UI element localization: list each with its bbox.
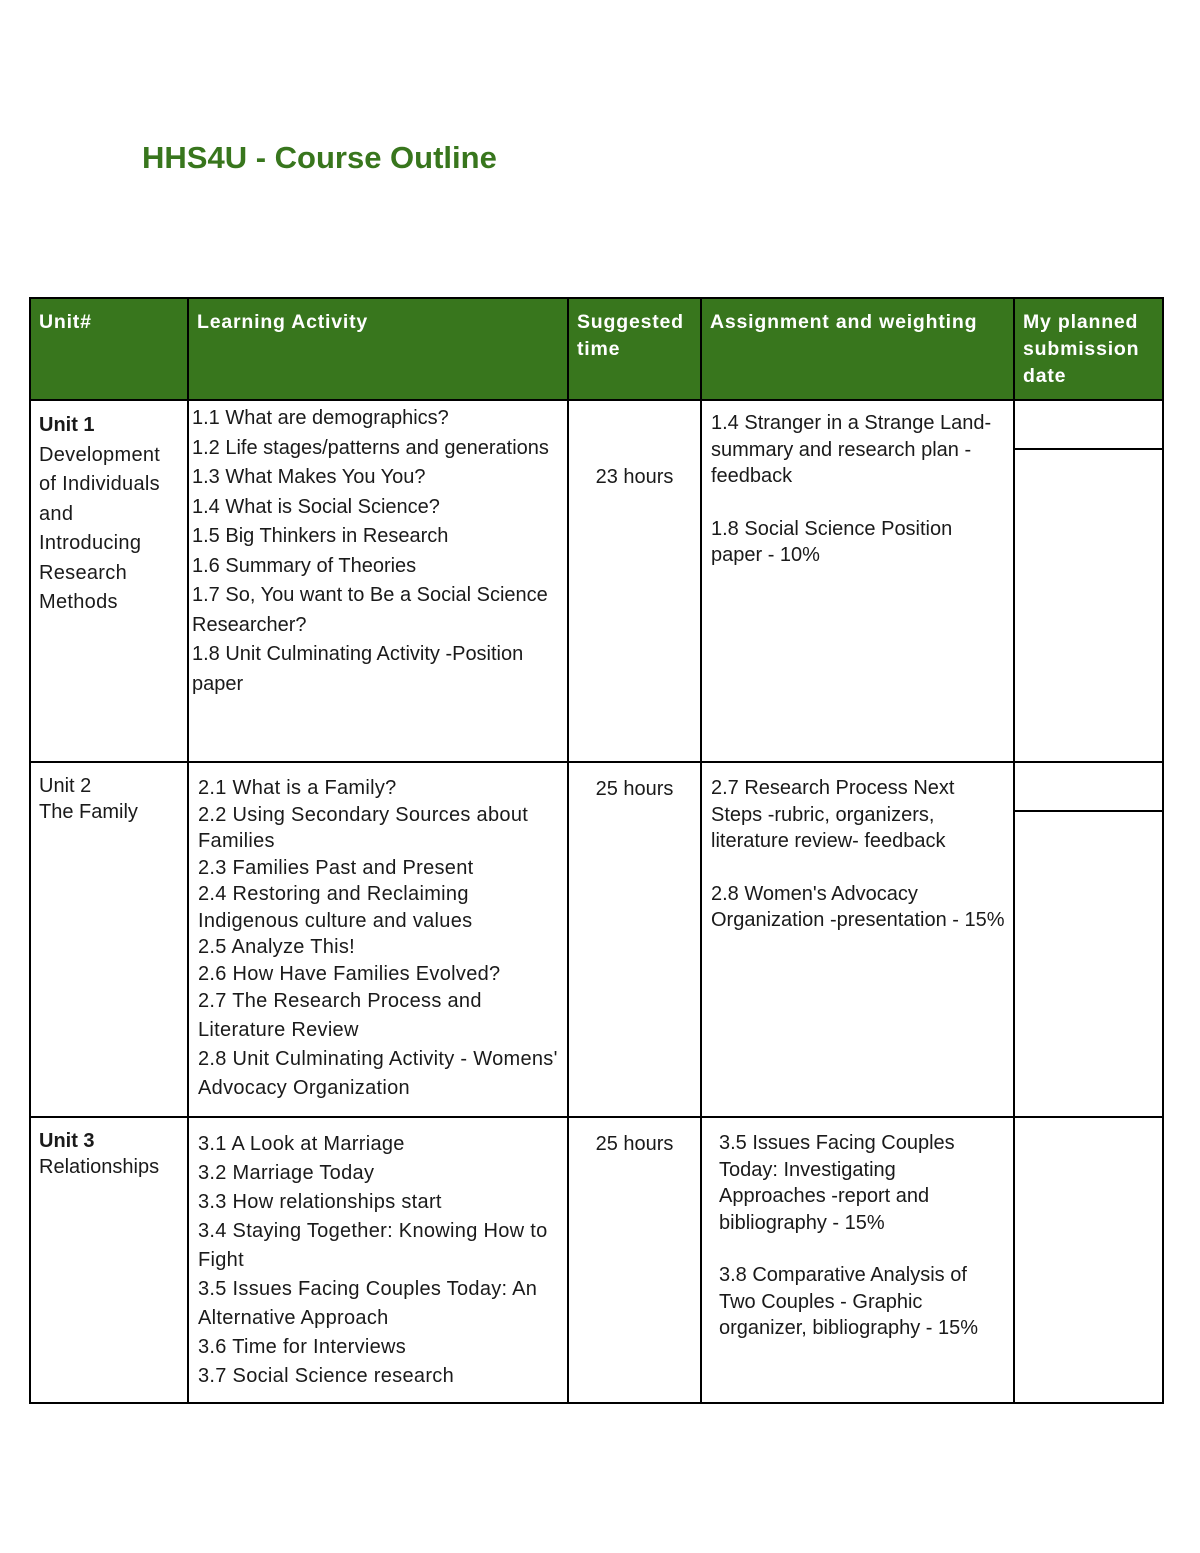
unit-title: Unit 2 — [39, 775, 92, 797]
header-activity — [188, 298, 568, 400]
assignment-item: 3.5 Issues Facing Couples Today: Investigating Approaches -report and bibliography - 15% — [719, 1132, 955, 1234]
assignment-item: 2.8 Women's Advocacy Organization -presentation - 15% — [711, 882, 1005, 931]
header-time-label: Suggested time — [577, 311, 684, 360]
list-item: 2.7 The Research Process and Literature Review — [198, 990, 482, 1041]
unit-cell — [30, 762, 188, 1117]
list-item: 2.2 Using Secondary Sources about Families — [198, 803, 529, 852]
date-entry-divider — [1015, 763, 1162, 812]
list-item: 3.4 Staying Together: Knowing How to Fight — [198, 1220, 548, 1271]
list-item: 3.5 Issues Facing Couples Today: An Alternative Approach — [198, 1278, 538, 1329]
suggested-time: 25 hours — [595, 1133, 674, 1155]
list-item: 2.4 Restoring and Reclaiming Indigenous culture and values — [198, 883, 473, 932]
unit-description: The Family — [39, 801, 138, 823]
assignment-item: 1.8 Social Science Position paper - 10% — [711, 517, 953, 566]
list-item: 1.3 What Makes You You? — [192, 466, 426, 488]
list-item: 1.6 Summary of Theories — [192, 554, 417, 577]
list-item: 2.1 What is a Family? — [198, 777, 397, 799]
list-item: 1.1 What are demographics? — [192, 407, 449, 429]
list-item: 2.8 Unit Culminating Activity - Womens' Advocacy Organization — [198, 1048, 558, 1099]
assignment-item: 1.4 Stranger in a Strange Land- summary and research plan -feedback — [711, 412, 992, 487]
list-item: 2.3 Families Past and Present — [198, 856, 474, 879]
list-item: 2.5 Analyze This! — [198, 936, 356, 958]
time-cell — [568, 400, 701, 762]
unit-title: Unit 3 — [39, 1130, 95, 1152]
list-item: 3.6 Time for Interviews — [198, 1336, 407, 1358]
list-item: 2.6 How Have Families Evolved? — [198, 962, 501, 985]
header-activity-label: Learning Activity — [197, 311, 369, 333]
table-row-unit-2 — [30, 762, 1163, 1117]
activity-list — [189, 763, 567, 1103]
assignment-item: 2.7 Research Process Next Steps -rubric, organizers, literature review- feedback — [711, 777, 955, 852]
suggested-time: 25 hours — [595, 778, 674, 800]
list-item: 3.7 Social Science research — [198, 1365, 455, 1387]
planned-date-cell[interactable] — [1014, 762, 1163, 1117]
assignment-cell — [701, 762, 1014, 1117]
suggested-time: 23 hours — [595, 466, 674, 488]
activity-list — [189, 401, 567, 699]
unit-description: Development of Individuals and Introducing Research Methods — [39, 443, 161, 613]
header-unit — [30, 298, 188, 400]
unit-cell — [30, 400, 188, 762]
header-date-label: My planned submission date — [1023, 311, 1140, 387]
header-date — [1014, 298, 1163, 400]
header-row — [30, 298, 1163, 400]
course-outline-table — [29, 297, 1164, 1404]
assignment-item: 3.8 Comparative Analysis of Two Couples - Graphic organizer, bibliography - 15% — [719, 1264, 979, 1339]
time-cell — [568, 762, 701, 1117]
page-title: HHS4U - Course Outline — [142, 140, 497, 175]
list-item: 1.7 So, You want to Be a Social Science Researcher? — [192, 584, 548, 636]
table-row-unit-1 — [30, 400, 1163, 762]
activity-cell — [188, 400, 568, 762]
assignment-cell — [701, 400, 1014, 762]
header-assignment-label: Assignment and weighting — [710, 311, 978, 333]
unit-description: Relationships — [39, 1156, 160, 1178]
date-entry-divider — [1015, 401, 1162, 450]
list-item: 1.2 Life stages/patterns and generations — [192, 436, 549, 459]
list-item: 3.1 A Look at Marriage — [198, 1133, 405, 1155]
unit-cell — [30, 1117, 188, 1403]
list-item: 1.4 What is Social Science? — [192, 495, 440, 518]
list-item: 1.5 Big Thinkers in Research — [192, 525, 449, 547]
unit-title: Unit 1 — [39, 414, 95, 436]
list-item: 1.8 Unit Culminating Activity -Position paper — [192, 643, 524, 695]
table-row-unit-3 — [30, 1117, 1163, 1403]
header-time — [568, 298, 701, 400]
list-item: 3.2 Marriage Today — [198, 1162, 375, 1184]
planned-date-cell[interactable] — [1014, 400, 1163, 762]
activity-list — [189, 1118, 567, 1391]
list-item: 3.3 How relationships start — [198, 1191, 442, 1213]
header-unit-label: Unit# — [39, 311, 92, 333]
planned-date-cell[interactable] — [1014, 1117, 1163, 1403]
activity-cell — [188, 762, 568, 1117]
assignment-cell — [701, 1117, 1014, 1403]
activity-cell — [188, 1117, 568, 1403]
header-assignment — [701, 298, 1014, 400]
time-cell — [568, 1117, 701, 1403]
